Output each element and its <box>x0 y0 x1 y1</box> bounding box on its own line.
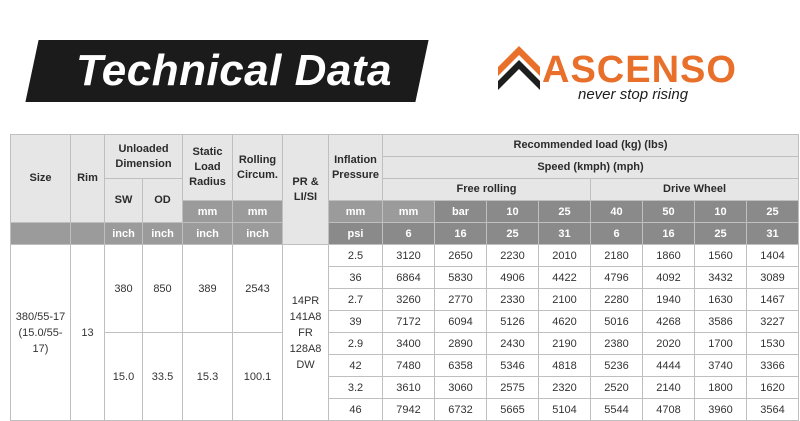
load-cell: 6732 <box>435 399 487 421</box>
speed-mph-4: 6 <box>591 223 643 245</box>
load-cell: 2020 <box>643 333 695 355</box>
load-cell: 6094 <box>435 311 487 333</box>
page-title: Technical Data <box>76 46 392 95</box>
load-cell: 1404 <box>747 245 799 267</box>
col-header-recommended-load: Recommended load (kg) (lbs) <box>383 135 799 157</box>
load-cell: 2100 <box>539 289 591 311</box>
load-cell: 3740 <box>695 355 747 377</box>
load-cell: 3120 <box>383 245 435 267</box>
load-cell: 5346 <box>487 355 539 377</box>
load-cell: 1940 <box>643 289 695 311</box>
pressure-cell: 2.9 <box>329 333 383 355</box>
load-cell: 2190 <box>539 333 591 355</box>
pressure-cell: 36 <box>329 267 383 289</box>
load-cell: 2575 <box>487 377 539 399</box>
load-cell: 5544 <box>591 399 643 421</box>
load-cell: 2280 <box>591 289 643 311</box>
load-cell: 2890 <box>435 333 487 355</box>
load-cell: 3366 <box>747 355 799 377</box>
table-row <box>11 245 799 267</box>
load-cell: 7942 <box>383 399 435 421</box>
load-cell: 4268 <box>643 311 695 333</box>
load-cell: 4708 <box>643 399 695 421</box>
load-cell: 3586 <box>695 311 747 333</box>
load-cell: 2430 <box>487 333 539 355</box>
pressure-cell: 3.2 <box>329 377 383 399</box>
brand-tagline: never stop rising <box>578 86 689 103</box>
col-header-od: OD <box>143 179 183 223</box>
rc-inch-cell: 100.1 <box>233 333 283 421</box>
load-cell: 2650 <box>435 245 487 267</box>
col-header-free-rolling: Free rolling <box>383 179 591 201</box>
unit-inch-rc: inch <box>233 223 283 245</box>
load-cell: 4620 <box>539 311 591 333</box>
pr-cell: 14PR 141A8 FR 128A8 DW <box>283 245 329 421</box>
load-cell: 3227 <box>747 311 799 333</box>
unit-mm-rc: mm <box>383 201 435 223</box>
speed-kmph-5: 25 <box>747 201 799 223</box>
load-cell: 3960 <box>695 399 747 421</box>
load-cell: 3564 <box>747 399 799 421</box>
brand-name: ASCENSO <box>542 49 737 91</box>
load-cell: 2770 <box>435 289 487 311</box>
load-cell: 1700 <box>695 333 747 355</box>
load-cell: 2330 <box>487 289 539 311</box>
load-cell: 4796 <box>591 267 643 289</box>
unit-inch-size-filler <box>11 223 71 245</box>
speed-kmph-3: 50 <box>643 201 695 223</box>
unit-mm-od: mm <box>233 201 283 223</box>
load-cell: 1467 <box>747 289 799 311</box>
load-cell: 5104 <box>539 399 591 421</box>
col-header-rolling-circumference: Rolling Circum. <box>233 135 283 201</box>
col-header-drive-wheel: Drive Wheel <box>591 179 799 201</box>
load-cell: 1800 <box>695 377 747 399</box>
unit-mm-sw: mm <box>183 201 233 223</box>
col-header-speed: Speed (kmph) (mph) <box>383 157 799 179</box>
speed-mph-0: 6 <box>383 223 435 245</box>
col-header-static-load-radius: Static Load Radius <box>183 135 233 201</box>
load-cell: 2010 <box>539 245 591 267</box>
rim-cell: 13 <box>71 245 105 421</box>
unit-bar: bar <box>435 201 487 223</box>
unit-inch-slr: inch <box>183 223 233 245</box>
size-cell: 380/55-17 (15.0/55-17) <box>11 245 71 421</box>
speed-kmph-4: 10 <box>695 201 747 223</box>
ascenso-logo-icon <box>498 46 540 90</box>
load-cell: 3060 <box>435 377 487 399</box>
load-cell: 2140 <box>643 377 695 399</box>
load-cell: 3089 <box>747 267 799 289</box>
load-cell: 6358 <box>435 355 487 377</box>
speed-mph-2: 25 <box>487 223 539 245</box>
col-header-pr-li-si: PR & LI/SI <box>283 135 329 245</box>
load-cell: 4092 <box>643 267 695 289</box>
load-cell: 2180 <box>591 245 643 267</box>
speed-kmph-0: 10 <box>487 201 539 223</box>
od-mm-cell: 850 <box>143 245 183 333</box>
table-row <box>11 333 799 355</box>
pressure-cell: 2.7 <box>329 289 383 311</box>
slr-mm-cell: 389 <box>183 245 233 333</box>
technical-data-table <box>10 134 799 421</box>
col-header-size: Size <box>11 135 71 223</box>
load-cell: 2230 <box>487 245 539 267</box>
load-cell: 1530 <box>747 333 799 355</box>
load-cell: 3610 <box>383 377 435 399</box>
sw-mm-cell: 380 <box>105 245 143 333</box>
pressure-cell: 2.5 <box>329 245 383 267</box>
load-cell: 5016 <box>591 311 643 333</box>
load-cell: 4818 <box>539 355 591 377</box>
unit-psi: psi <box>329 223 383 245</box>
load-cell: 3260 <box>383 289 435 311</box>
load-cell: 3400 <box>383 333 435 355</box>
unit-inch-rim-filler <box>71 223 105 245</box>
speed-mph-7: 31 <box>747 223 799 245</box>
load-cell: 7480 <box>383 355 435 377</box>
load-cell: 1630 <box>695 289 747 311</box>
speed-kmph-2: 40 <box>591 201 643 223</box>
speed-mph-6: 25 <box>695 223 747 245</box>
load-cell: 4422 <box>539 267 591 289</box>
speed-mph-5: 16 <box>643 223 695 245</box>
unit-inch-od: inch <box>143 223 183 245</box>
slr-inch-cell: 15.3 <box>183 333 233 421</box>
pressure-cell: 42 <box>329 355 383 377</box>
pressure-cell: 39 <box>329 311 383 333</box>
od-inch-cell: 33.5 <box>143 333 183 421</box>
unit-mm-slr: mm <box>329 201 383 223</box>
col-header-rim: Rim <box>71 135 105 223</box>
pressure-cell: 46 <box>329 399 383 421</box>
load-cell: 1620 <box>747 377 799 399</box>
unit-inch-sw: inch <box>105 223 143 245</box>
speed-kmph-1: 25 <box>539 201 591 223</box>
load-cell: 2380 <box>591 333 643 355</box>
load-cell: 6864 <box>383 267 435 289</box>
load-cell: 5830 <box>435 267 487 289</box>
col-header-sw: SW <box>105 179 143 223</box>
load-cell: 4444 <box>643 355 695 377</box>
speed-mph-1: 16 <box>435 223 487 245</box>
load-cell: 2520 <box>591 377 643 399</box>
load-cell: 1560 <box>695 245 747 267</box>
load-cell: 1860 <box>643 245 695 267</box>
rc-mm-cell: 2543 <box>233 245 283 333</box>
load-cell: 2320 <box>539 377 591 399</box>
sw-inch-cell: 15.0 <box>105 333 143 421</box>
col-header-inflation-pressure: Inflation Pressure <box>329 135 383 201</box>
load-cell: 5236 <box>591 355 643 377</box>
load-cell: 5665 <box>487 399 539 421</box>
speed-mph-3: 31 <box>539 223 591 245</box>
load-cell: 3432 <box>695 267 747 289</box>
col-header-unloaded-dimension: Unloaded Dimension <box>105 135 183 179</box>
load-cell: 4906 <box>487 267 539 289</box>
load-cell: 5126 <box>487 311 539 333</box>
load-cell: 7172 <box>383 311 435 333</box>
